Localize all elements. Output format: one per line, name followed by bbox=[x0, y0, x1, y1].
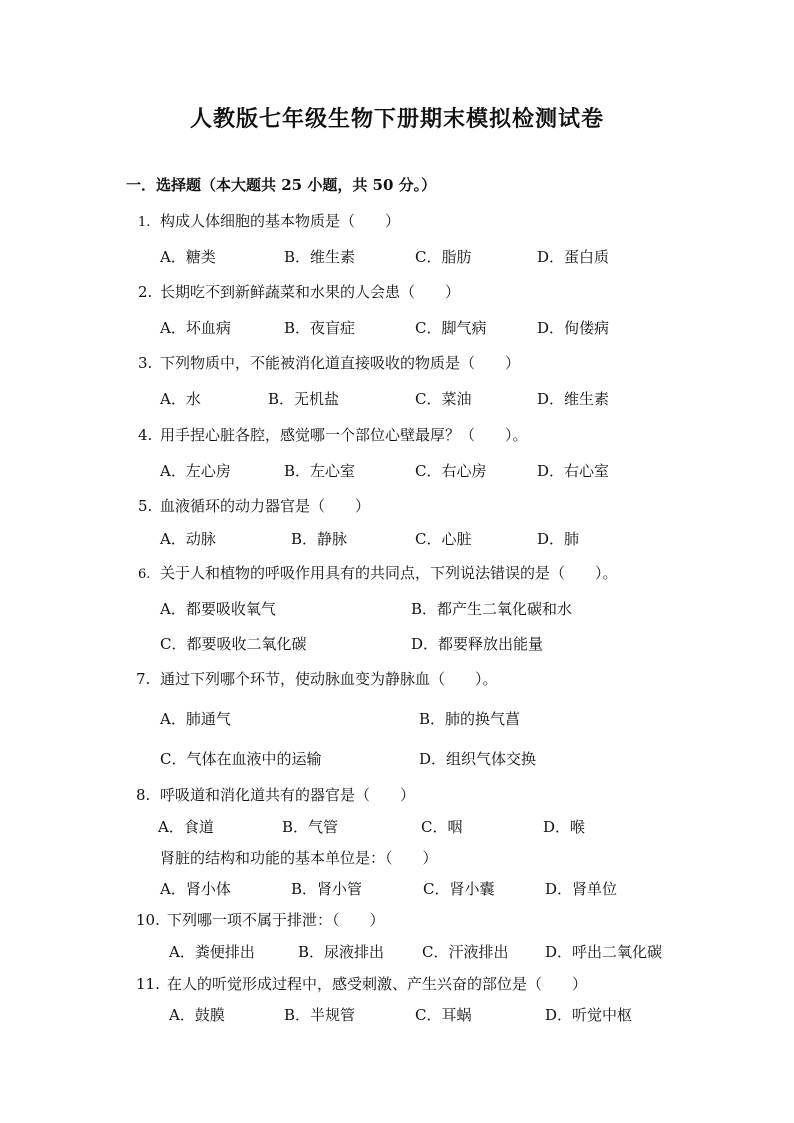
option-c[interactable]: C．菜油 bbox=[415, 390, 472, 408]
question-text: 在人的听觉形成过程中，感受刺激、产生兴奋的部位是（ ） bbox=[167, 975, 588, 993]
option-c[interactable]: C．咽 bbox=[421, 818, 463, 836]
option-a[interactable]: A．粪便排出 bbox=[169, 943, 255, 961]
option-d[interactable]: D．蛋白质 bbox=[537, 248, 610, 266]
question-number: 10. bbox=[136, 911, 160, 929]
option-b[interactable]: B．气管 bbox=[282, 818, 339, 836]
question-number: 2. bbox=[138, 283, 153, 301]
question-8 bbox=[136, 784, 415, 805]
option-d[interactable]: D．喉 bbox=[543, 818, 586, 836]
option-a[interactable]: A．食道 bbox=[158, 818, 214, 836]
option-b[interactable]: B．夜盲症 bbox=[284, 319, 356, 337]
question-1 bbox=[138, 210, 400, 231]
question-text: 下列哪一项不属于排泄：（ ） bbox=[167, 911, 385, 929]
question-2 bbox=[138, 281, 460, 302]
option-c[interactable]: C．心脏 bbox=[415, 530, 472, 548]
option-d[interactable]: D．听觉中枢 bbox=[545, 1006, 633, 1024]
question-3 bbox=[138, 352, 520, 373]
question-text: 血液循环的动力器官是（ ） bbox=[160, 497, 371, 515]
option-c[interactable]: C．肾小囊 bbox=[423, 880, 495, 898]
question-7 bbox=[136, 668, 498, 689]
option-a[interactable]: A．糖类 bbox=[160, 248, 216, 266]
option-b[interactable]: B．半规管 bbox=[284, 1006, 356, 1024]
question-text: 通过下列哪个环节，使动脉血变为静脉血（ ）。 bbox=[160, 670, 498, 688]
question-text: 肾脏的结构和功能的基本单位是：（ ） bbox=[160, 849, 438, 867]
question-number: 3. bbox=[138, 354, 153, 372]
option-a[interactable]: A．肺通气 bbox=[160, 710, 231, 728]
question-text: 呼吸道和消化道共有的器官是（ ） bbox=[160, 786, 416, 804]
question-text: 长期吃不到新鲜蔬菜和水果的人会患（ ） bbox=[160, 283, 461, 301]
option-a[interactable]: A．都要吸收氧气 bbox=[160, 600, 276, 618]
question-10 bbox=[136, 909, 385, 930]
question-5 bbox=[138, 495, 370, 516]
question-11 bbox=[136, 973, 587, 994]
question-number: 6. bbox=[138, 567, 151, 582]
option-b[interactable]: B．肺的换气菖 bbox=[419, 710, 521, 728]
option-c[interactable]: C．脚气病 bbox=[415, 319, 487, 337]
question-text: 关于人和植物的呼吸作用具有的共同点，下列说法错误的是（ ）。 bbox=[160, 564, 618, 582]
option-b[interactable]: B．尿液排出 bbox=[298, 943, 385, 961]
option-a[interactable]: A．坏血病 bbox=[160, 319, 231, 337]
option-d[interactable]: D．维生素 bbox=[537, 390, 610, 408]
option-b[interactable]: B．维生素 bbox=[284, 248, 356, 266]
option-b[interactable]: B．都产生二氧化碳和水 bbox=[411, 600, 573, 618]
option-d[interactable]: D．右心室 bbox=[537, 462, 610, 480]
question-text: 构成人体细胞的基本物质是（ ） bbox=[160, 212, 401, 230]
question-6 bbox=[138, 562, 618, 583]
option-c[interactable]: C．气体在血液中的运输 bbox=[160, 750, 322, 768]
page-title: 人教版七年级生物下册期末模拟检测试卷 bbox=[189, 106, 604, 132]
question-9 bbox=[160, 847, 438, 868]
option-d[interactable]: D．组织气体交换 bbox=[419, 750, 537, 768]
option-a[interactable]: A．肾小体 bbox=[160, 880, 231, 898]
option-a[interactable]: A．左心房 bbox=[160, 462, 231, 480]
question-text: 下列物质中，不能被消化道直接吸收的物质是（ ） bbox=[160, 354, 521, 372]
option-d[interactable]: D．都要释放出能量 bbox=[411, 635, 544, 653]
question-number: 11. bbox=[136, 975, 160, 993]
question-4 bbox=[138, 424, 528, 445]
option-b[interactable]: B．无机盐 bbox=[268, 390, 340, 408]
option-c[interactable]: C．脂肪 bbox=[415, 248, 472, 266]
option-c[interactable]: C．右心房 bbox=[415, 462, 487, 480]
option-a[interactable]: A．动脉 bbox=[160, 530, 216, 548]
option-a[interactable]: A．水 bbox=[160, 390, 201, 408]
question-number: 8. bbox=[136, 786, 151, 804]
option-a[interactable]: A．鼓膜 bbox=[169, 1006, 225, 1024]
option-b[interactable]: B．肾小管 bbox=[291, 880, 363, 898]
option-c[interactable]: C．耳蜗 bbox=[415, 1006, 472, 1024]
option-d[interactable]: D．肺 bbox=[537, 530, 580, 548]
option-b[interactable]: B．左心室 bbox=[284, 462, 356, 480]
option-b[interactable]: B．静脉 bbox=[291, 530, 348, 548]
question-number: 5. bbox=[138, 497, 153, 515]
option-c[interactable]: C．都要吸收二氧化碳 bbox=[160, 635, 307, 653]
option-d[interactable]: D．佝偻病 bbox=[537, 319, 610, 337]
question-number: 4. bbox=[138, 426, 153, 444]
section-heading: 一．选择题（本大题共 25 小题，共 50 分。） bbox=[126, 176, 437, 194]
option-d[interactable]: D．呼出二氧化碳 bbox=[545, 943, 663, 961]
option-d[interactable]: D．肾单位 bbox=[545, 880, 618, 898]
option-c[interactable]: C．汗液排出 bbox=[422, 943, 509, 961]
question-number: 1. bbox=[138, 215, 151, 230]
question-text: 用手捏心脏各腔，感觉哪一个部位心壁最厚？（ ）。 bbox=[160, 426, 528, 444]
question-number: 7. bbox=[136, 670, 151, 688]
